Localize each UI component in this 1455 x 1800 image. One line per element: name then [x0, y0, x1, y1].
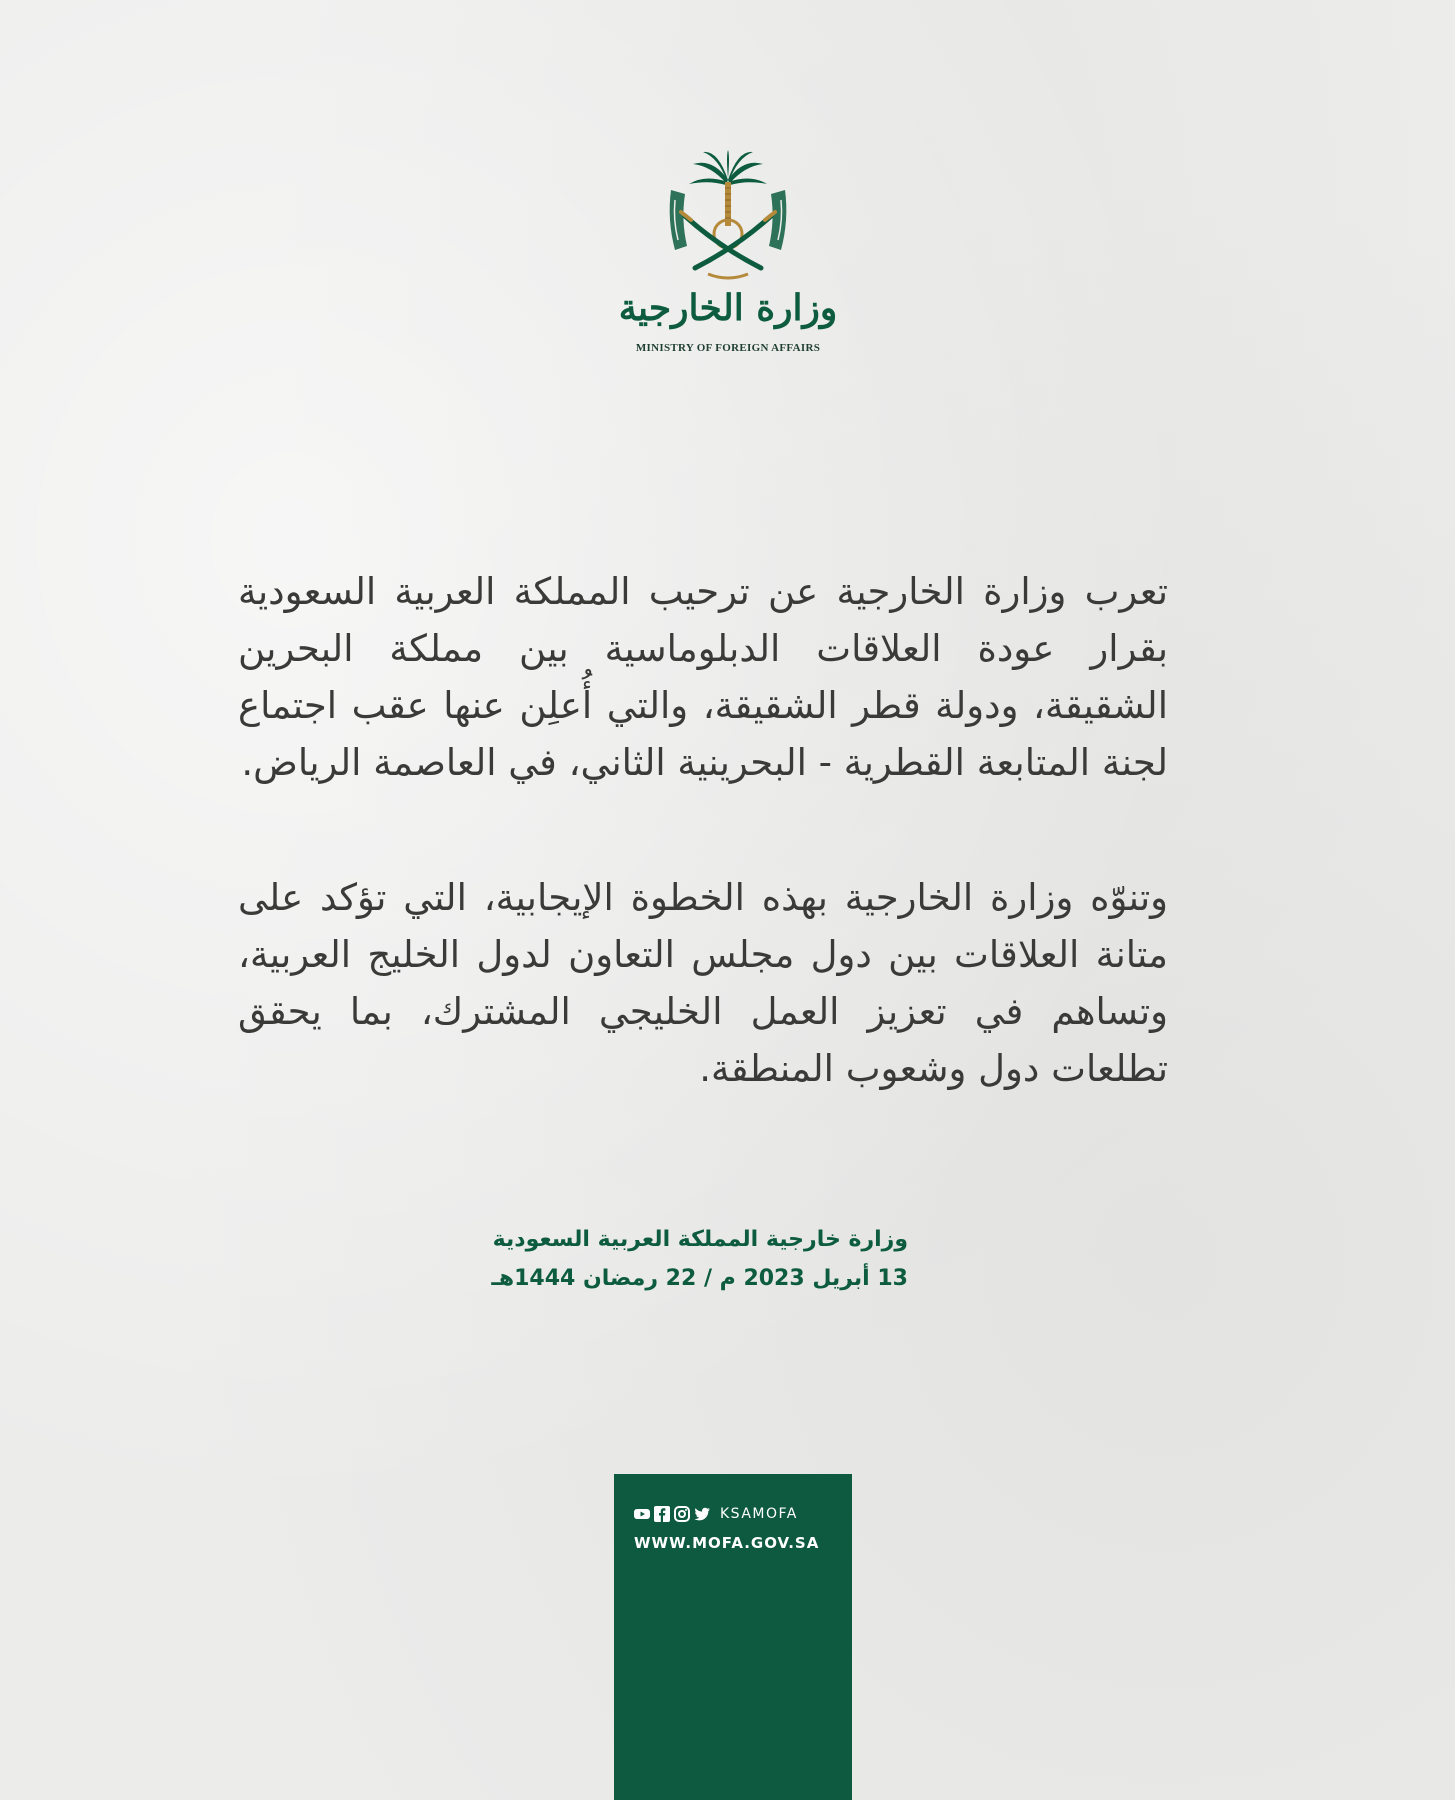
statement-paragraph-2: وتنوّه وزارة الخارجية بهذه الخطوة الإيجابية، التي تؤكد على متانة العلاقات بين دول مجلس التعاون لدول الخليج العربية، وتساهم في تعزيز العمل الخليجي المشترك، بما يحقق تطلعات دول وشعوب المنطقة. [238, 876, 1168, 1090]
saudi-emblem-palm-swords-icon [663, 150, 793, 290]
youtube-icon[interactable] [634, 1506, 650, 1522]
signature-date: 13 أبريل 2023 م / 22 رمضان 1444هـ [491, 1266, 908, 1291]
ministry-logo-arabic: وزارة الخارجية [618, 287, 838, 329]
social-handle[interactable]: KSAMOFA [720, 1506, 798, 1522]
footer-block [614, 1474, 852, 1800]
twitter-icon[interactable] [694, 1506, 710, 1522]
facebook-icon[interactable] [654, 1506, 670, 1522]
instagram-icon[interactable] [674, 1506, 690, 1522]
social-row [634, 1506, 798, 1522]
signature-title: وزارة خارجية المملكة العربية السعودية [492, 1227, 908, 1252]
ministry-logo-english: MINISTRY OF FOREIGN AFFAIRS [635, 342, 821, 354]
statement-paragraph-1: تعرب وزارة الخارجية عن ترحيب المملكة العربية السعودية بقرار عودة العلاقات الدبلوماسية بين مملكة البحرين الشقيقة، ودولة قطر الشقيقة، والتي أُعلِن عنها عقب اجتماع لجنة المتابعة القطرية - البحرينية الثاني، في العاصمة الرياض. [238, 570, 1168, 784]
website-link[interactable]: WWW.MOFA.GOV.SA [634, 1534, 820, 1552]
